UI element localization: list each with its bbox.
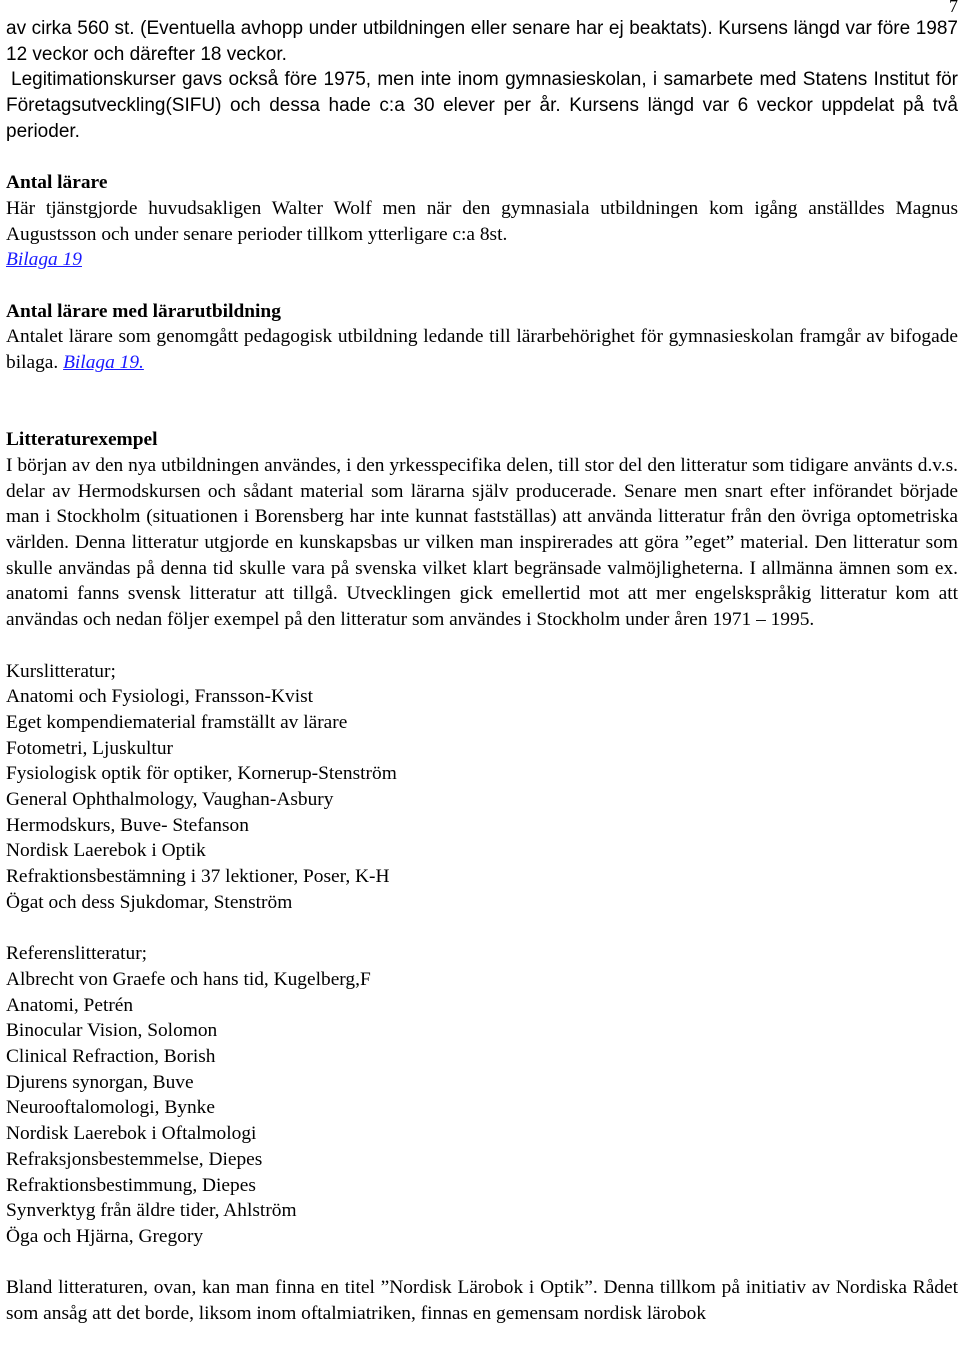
page-number: 7	[949, 0, 958, 16]
list-item: Fysiologisk optik för optiker, Kornerup-Stenström	[6, 763, 397, 785]
list-item: General Ophthalmology, Vaughan-Asbury	[6, 789, 334, 811]
kurslitteratur-heading: Kurslitteratur;	[6, 660, 116, 682]
spacer	[6, 273, 958, 299]
intro-paragraph: av cirka 560 st. (Eventuella avhopp under utbildningen eller senare har ej beaktats). Kursens längd var före 1987 12 veckor och därefter 18 veckor.	[6, 18, 958, 65]
list-item: Anatomi, Petrén	[6, 994, 134, 1016]
list-item: Nordisk Laerebok i Optik	[6, 840, 206, 862]
list-item: Refraktionsbestämning i 37 lektioner, Poser, K-H	[6, 866, 390, 888]
list-item: Eget kompendiematerial framställt av lärare	[6, 711, 348, 733]
antal-larare-paragraph: Här tjänstgjorde huvudsakligen Walter Wolf men när den gymnasiala utbildningen kom igång anställdes Magnus Augustsson och under senare perioder tillkom ytterligare c:a 8st.	[6, 197, 958, 245]
section-heading-antal-larare: Antal lärare	[6, 172, 108, 194]
list-item: Hermodskurs, Buve- Stefanson	[6, 814, 249, 836]
list-item: Refraksjonsbestemmelse, Diepes	[6, 1148, 263, 1170]
section-heading-antal-larare-utbildning: Antal lärare med lärarutbildning	[6, 300, 281, 322]
section-heading-litteraturexempel: Litteraturexempel	[6, 429, 158, 451]
list-item: Fotometri, Ljuskultur	[6, 737, 173, 759]
closing-paragraph: Bland litteraturen, ovan, kan man finna en titel ”Nordisk Lärobok i Optik”. Denna tillkom på initiativ av Nordiska Rådet som ansåg att det borde, liksom inom oftalmiatriken, finnas en gemensam nordisk lärobok	[6, 1277, 958, 1325]
list-item: Öga och Hjärna, Gregory	[6, 1225, 204, 1247]
bilaga-19-link-2[interactable]: Bilaga 19.	[63, 352, 144, 374]
referenslitteratur-list	[6, 967, 958, 1250]
list-item: Djurens synorgan, Buve	[6, 1071, 194, 1093]
antal-larare-link-line	[6, 247, 958, 273]
document-body	[6, 16, 958, 1327]
spacer	[6, 916, 958, 942]
spacer	[6, 145, 958, 171]
spacer	[6, 1250, 958, 1276]
antal-larare-utbildning-paragraph	[6, 324, 958, 375]
list-item: Refraktionsbestimmung, Diepes	[6, 1174, 256, 1196]
list-item: Nordisk Laerebok i Oftalmologi	[6, 1123, 257, 1145]
legitimation-paragraph: Legitimationskurser gavs också före 1975, men inte inom gymnasieskolan, i samarbete med Statens Institut för Företagsutveckling(SIFU) och dessa hade c:a 30 elever per år. Kursens längd var 6 veckor uppdelat på två perioder.	[6, 69, 958, 142]
kurslitteratur-list	[6, 684, 958, 915]
referenslitteratur-heading: Referenslitteratur;	[6, 943, 148, 965]
list-item: Ögat och dess Sjukdomar, Stenström	[6, 891, 293, 913]
list-item: Albrecht von Graefe och hans tid, Kugelberg,F	[6, 968, 371, 990]
spacer	[6, 376, 958, 427]
list-item: Neurooftalomologi, Bynke	[6, 1097, 215, 1119]
bilaga-19-link[interactable]: Bilaga 19	[6, 249, 82, 271]
list-item: Clinical Refraction, Borish	[6, 1046, 216, 1068]
litteraturexempel-paragraph: I början av den nya utbildningen användes, i den yrkesspecifika delen, till stor del den litteratur som tidigare använts d.v.s. delar av Hermodskursen och sådant material som lärarna själv producerade. Senare men snart efter införandet började man i Stockholm (situationen i Borensberg har inte kunnat fastställas) att använda litteratur från den övriga optometriska världen. Denna litteratur utgjorde en kunskapsbas ur vilken man inspirerades att göra ”eget” material. Den litteratur som skulle användas på denna tid skulle vara på svenska vilket klart begränsade valmöjligheterna. I allmänna ämnen som ex. anatomi fanns svensk litteratur att tillgå. Utvecklingen gick emellertid mot att mer engelskspråkig litteratur kom att användas och nedan följer exempel på den litteratur som användes i Stockholm under åren 1971 – 1995.	[6, 454, 958, 631]
spacer	[6, 633, 958, 659]
antal-larare-utbildning-text: Antalet lärare som genomgått pedagogisk utbildning ledande till lärarbehörighet för gymnasieskolan framgår av bifogade bilaga.	[6, 326, 958, 374]
list-item: Anatomi och Fysiologi, Fransson-Kvist	[6, 686, 314, 708]
list-item: Synverktyg från äldre tider, Ahlström	[6, 1200, 297, 1222]
list-item: Binocular Vision, Solomon	[6, 1020, 218, 1042]
